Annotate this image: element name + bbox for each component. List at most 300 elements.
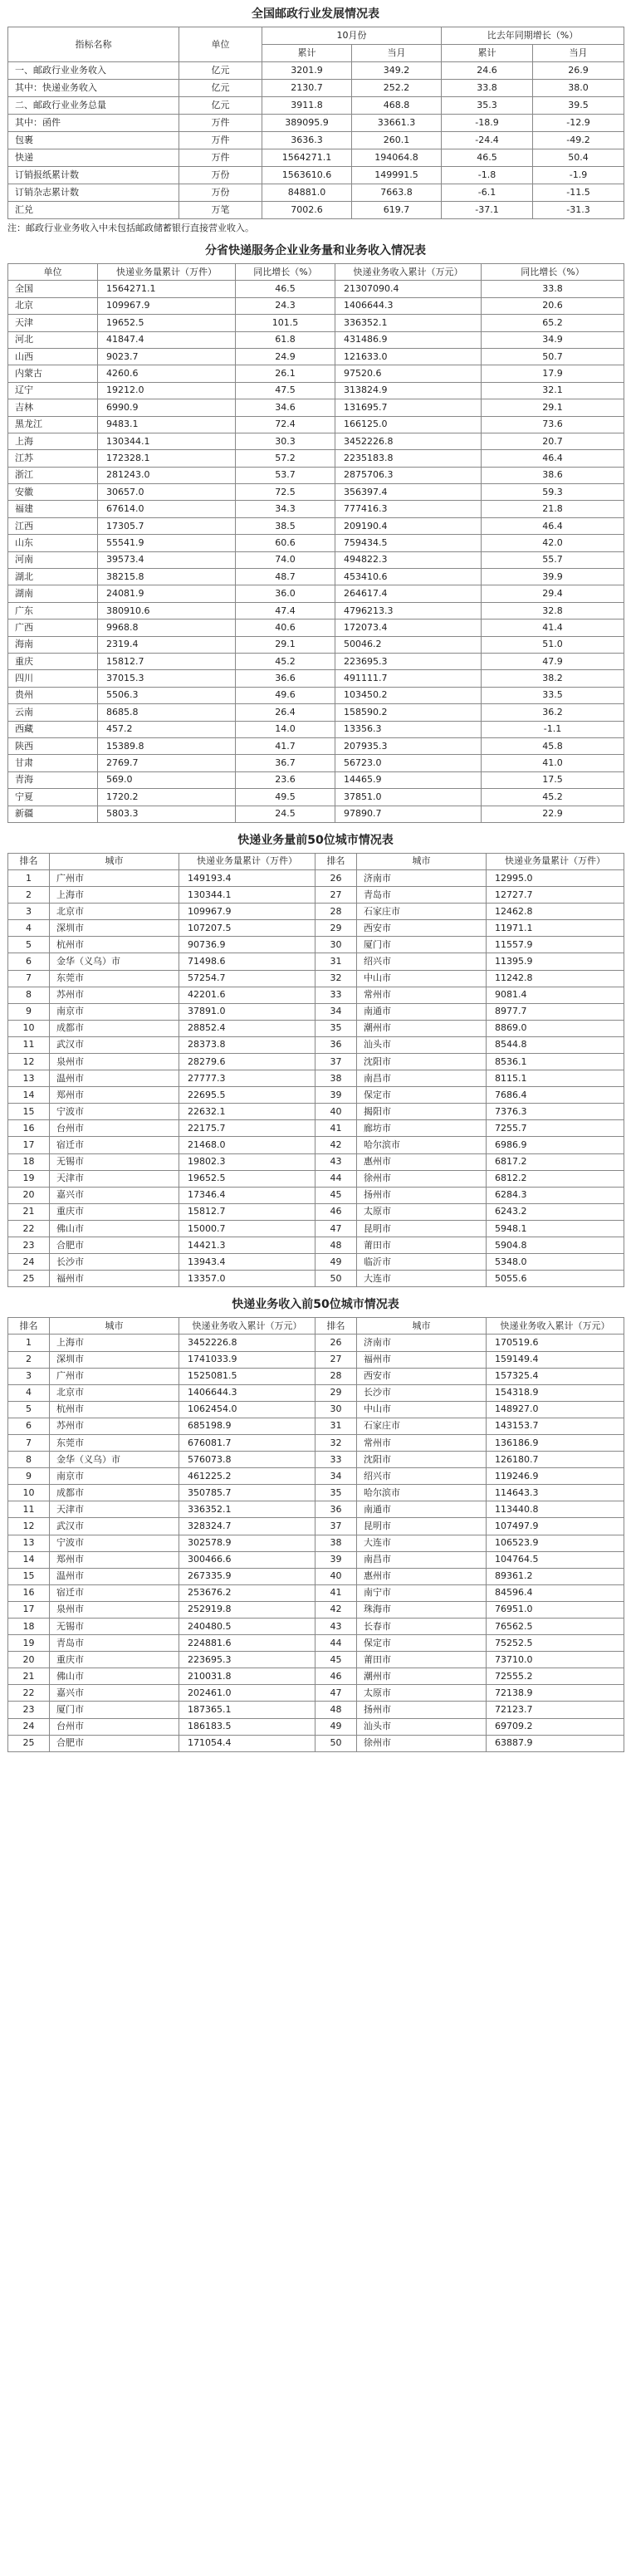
city-cell: 厦门市 (357, 937, 487, 953)
volume-yoy-cell: 101.5 (236, 315, 335, 331)
unit-cell: 亿元 (179, 80, 262, 97)
table-row (8, 970, 624, 987)
rank-cell: 4 (8, 920, 50, 937)
city-cell: 绍兴市 (357, 953, 487, 970)
revenue-cell: 2235183.8 (335, 450, 482, 467)
yoy-cumulative-cell: 24.6 (442, 62, 533, 80)
volume-cell: 15389.8 (98, 737, 236, 754)
table-row (8, 467, 624, 483)
city-cell: 廊坊市 (357, 1120, 487, 1137)
city-cell: 汕头市 (357, 1036, 487, 1053)
revenue-cell: 461225.2 (179, 1468, 316, 1485)
revenue-cell: 171054.4 (179, 1735, 316, 1751)
table-row (8, 1220, 624, 1237)
header-volume-yoy: 同比增长（%） (236, 264, 335, 281)
volume-cell: 19652.5 (179, 1170, 316, 1187)
volume-cell: 21468.0 (179, 1137, 316, 1153)
revenue-yoy-cell: 29.1 (482, 399, 624, 416)
table-row (8, 653, 624, 669)
revenue-cell: 1406644.3 (335, 297, 482, 314)
rank-cell: 22 (8, 1220, 50, 1237)
rank-cell: 30 (316, 937, 357, 953)
table-row (8, 704, 624, 721)
table-row (8, 1535, 624, 1551)
yoy-current-cell: -31.3 (533, 202, 624, 219)
city-cell: 无锡市 (50, 1619, 179, 1635)
city-cell: 南昌市 (357, 1070, 487, 1087)
rank-cell: 5 (8, 937, 50, 953)
volume-cell: 41847.4 (98, 331, 236, 348)
table-row (8, 1668, 624, 1685)
volume-cell: 2769.7 (98, 755, 236, 771)
revenue-yoy-cell: 46.4 (482, 517, 624, 534)
rank-cell: 6 (8, 953, 50, 970)
revenue-cell: 676081.7 (179, 1434, 316, 1451)
city-cell: 佛山市 (50, 1668, 179, 1685)
revenue-cell: 328324.7 (179, 1518, 316, 1535)
volume-cell: 172328.1 (98, 450, 236, 467)
table3-body (8, 869, 624, 1286)
table-row (8, 1104, 624, 1120)
table-row (8, 1036, 624, 1053)
revenue-yoy-cell: 32.8 (482, 602, 624, 619)
current-month-cell: 252.2 (352, 80, 442, 97)
revenue-cell: 453410.6 (335, 569, 482, 585)
table-row (8, 365, 624, 382)
revenue-yoy-cell: 22.9 (482, 806, 624, 822)
volume-cell: 90736.9 (179, 937, 316, 953)
top50-volume-table (7, 853, 624, 1287)
city-cell: 宿迁市 (50, 1584, 179, 1601)
revenue-cell: 75252.5 (487, 1635, 624, 1652)
volume-cell: 109967.9 (179, 904, 316, 920)
volume-cell: 5904.8 (487, 1237, 624, 1254)
city-cell: 成都市 (50, 1485, 179, 1501)
rank-cell: 45 (316, 1652, 357, 1668)
city-cell: 成都市 (50, 1020, 179, 1036)
revenue-cell: 207935.3 (335, 737, 482, 754)
rank-cell: 23 (8, 1702, 50, 1718)
volume-yoy-cell: 60.6 (236, 535, 335, 551)
revenue-cell: 126180.7 (487, 1452, 624, 1468)
city-cell: 常州市 (357, 1434, 487, 1451)
revenue-cell: 4796213.3 (335, 602, 482, 619)
revenue-yoy-cell: 47.9 (482, 653, 624, 669)
city-cell: 保定市 (357, 1087, 487, 1104)
rank-cell: 39 (316, 1551, 357, 1568)
current-month-cell: 349.2 (352, 62, 442, 80)
rank-cell: 6 (8, 1418, 50, 1434)
table-row (8, 484, 624, 501)
rank-cell: 36 (316, 1501, 357, 1518)
revenue-yoy-cell: -1.1 (482, 721, 624, 737)
city-cell: 苏州市 (50, 987, 179, 1003)
revenue-cell: 103450.2 (335, 687, 482, 703)
city-cell: 南京市 (50, 1003, 179, 1020)
revenue-cell: 224881.6 (179, 1635, 316, 1652)
volume-cell: 17346.4 (179, 1187, 316, 1203)
table-row (8, 1120, 624, 1137)
volume-cell: 457.2 (98, 721, 236, 737)
city-cell: 厦门市 (50, 1702, 179, 1718)
revenue-cell: 72123.7 (487, 1702, 624, 1718)
volume-cell: 11395.9 (487, 953, 624, 970)
rank-cell: 3 (8, 1368, 50, 1384)
indicator-name: 汇兑 (8, 202, 179, 219)
volume-yoy-cell: 47.5 (236, 382, 335, 399)
city-cell: 长沙市 (50, 1254, 179, 1271)
rank-cell: 49 (316, 1254, 357, 1271)
city-cell: 南通市 (357, 1003, 487, 1020)
unit-cell: 亿元 (179, 97, 262, 115)
header-city: 城市 (50, 853, 179, 869)
city-cell: 长沙市 (357, 1384, 487, 1401)
city-cell: 武汉市 (50, 1518, 179, 1535)
yoy-cumulative-cell: -24.4 (442, 132, 533, 149)
volume-cell: 22632.1 (179, 1104, 316, 1120)
volume-yoy-cell: 24.3 (236, 297, 335, 314)
yoy-cumulative-cell: 46.5 (442, 149, 533, 167)
header-volume: 快递业务量累计（万件） (487, 853, 624, 869)
city-cell: 大连市 (357, 1271, 487, 1287)
revenue-cell: 114643.3 (487, 1485, 624, 1501)
table-row (8, 1401, 624, 1418)
table-row (8, 1735, 624, 1751)
unit-cell: 万笔 (179, 202, 262, 219)
yoy-cumulative-cell: -37.1 (442, 202, 533, 219)
revenue-cell: 302578.9 (179, 1535, 316, 1551)
volume-yoy-cell: 47.4 (236, 602, 335, 619)
revenue-yoy-cell: 38.6 (482, 467, 624, 483)
revenue-cell: 37851.0 (335, 789, 482, 806)
revenue-cell: 202461.0 (179, 1685, 316, 1702)
rank-cell: 25 (8, 1735, 50, 1751)
volume-yoy-cell: 26.4 (236, 704, 335, 721)
rank-cell: 16 (8, 1584, 50, 1601)
table1-title: 全国邮政行业发展情况表 (252, 7, 379, 21)
revenue-yoy-cell: 17.5 (482, 771, 624, 788)
volume-cell: 28373.8 (179, 1036, 316, 1053)
rank-cell: 19 (8, 1170, 50, 1187)
header-yoy-current: 当月 (533, 45, 624, 62)
volume-cell: 42201.6 (179, 987, 316, 1003)
revenue-cell: 685198.9 (179, 1418, 316, 1434)
city-cell: 南京市 (50, 1468, 179, 1485)
city-cell: 武汉市 (50, 1036, 179, 1053)
volume-cell: 6284.3 (487, 1187, 624, 1203)
revenue-cell: 50046.2 (335, 636, 482, 653)
rank-cell: 16 (8, 1120, 50, 1137)
volume-cell: 67614.0 (98, 501, 236, 517)
city-cell: 常州市 (357, 987, 487, 1003)
volume-cell: 19212.0 (98, 382, 236, 399)
table-row (8, 1271, 624, 1287)
city-cell: 重庆市 (50, 1652, 179, 1668)
province-cell: 甘肃 (8, 755, 98, 771)
table-row (8, 937, 624, 953)
province-cell: 上海 (8, 433, 98, 449)
revenue-cell: 143153.7 (487, 1418, 624, 1434)
revenue-yoy-cell: 41.0 (482, 755, 624, 771)
rank-cell: 27 (316, 887, 357, 904)
city-cell: 济南市 (357, 1335, 487, 1351)
yoy-cumulative-cell: -18.9 (442, 115, 533, 132)
table-row (8, 1335, 624, 1351)
rank-cell: 14 (8, 1087, 50, 1104)
rank-cell: 13 (8, 1535, 50, 1551)
city-cell: 汕头市 (357, 1718, 487, 1735)
table-row (8, 620, 624, 636)
revenue-cell: 84596.4 (487, 1584, 624, 1601)
volume-cell: 38215.8 (98, 569, 236, 585)
city-cell: 徐州市 (357, 1170, 487, 1187)
rank-cell: 15 (8, 1568, 50, 1584)
table-row (8, 1203, 624, 1220)
table-row (8, 1003, 624, 1020)
city-cell: 西安市 (357, 920, 487, 937)
rank-cell: 18 (8, 1619, 50, 1635)
volume-cell: 5506.3 (98, 687, 236, 703)
volume-cell: 130344.1 (179, 887, 316, 904)
province-cell: 北京 (8, 297, 98, 314)
rank-cell: 43 (316, 1619, 357, 1635)
rank-cell: 29 (316, 920, 357, 937)
volume-cell: 12462.8 (487, 904, 624, 920)
volume-cell: 9081.4 (487, 987, 624, 1003)
volume-cell: 380910.6 (98, 602, 236, 619)
revenue-cell: 13356.3 (335, 721, 482, 737)
rank-cell: 12 (8, 1518, 50, 1535)
volume-yoy-cell: 29.1 (236, 636, 335, 653)
city-cell: 温州市 (50, 1070, 179, 1087)
unit-cell: 万份 (179, 167, 262, 184)
volume-cell: 7255.7 (487, 1120, 624, 1137)
volume-cell: 28279.6 (179, 1054, 316, 1070)
province-cell: 内蒙古 (8, 365, 98, 382)
table-row (8, 1384, 624, 1401)
volume-cell: 5348.0 (487, 1254, 624, 1271)
table-row (8, 1351, 624, 1368)
volume-cell: 1720.2 (98, 789, 236, 806)
current-month-cell: 7663.8 (352, 184, 442, 202)
volume-yoy-cell: 34.3 (236, 501, 335, 517)
postal-industry-table (7, 27, 624, 219)
city-cell: 沈阳市 (357, 1452, 487, 1468)
rank-cell: 19 (8, 1635, 50, 1652)
header-city: 城市 (357, 853, 487, 869)
city-cell: 保定市 (357, 1635, 487, 1652)
city-cell: 金华（义乌）市 (50, 1452, 179, 1468)
rank-cell: 34 (316, 1003, 357, 1020)
volume-cell: 57254.7 (179, 970, 316, 987)
rank-cell: 31 (316, 953, 357, 970)
revenue-yoy-cell: 55.7 (482, 551, 624, 568)
yoy-cumulative-cell: 33.8 (442, 80, 533, 97)
city-cell: 潮州市 (357, 1020, 487, 1036)
revenue-cell: 336352.1 (335, 315, 482, 331)
rank-cell: 17 (8, 1601, 50, 1618)
volume-cell: 12995.0 (487, 869, 624, 886)
volume-cell: 14421.3 (179, 1237, 316, 1254)
rank-cell: 20 (8, 1187, 50, 1203)
header-month-group: 10月份 (262, 27, 442, 45)
rank-cell: 2 (8, 887, 50, 904)
province-cell: 安徽 (8, 484, 98, 501)
revenue-cell: 14465.9 (335, 771, 482, 788)
rank-cell: 17 (8, 1137, 50, 1153)
rank-cell: 11 (8, 1501, 50, 1518)
city-cell: 青岛市 (357, 887, 487, 904)
table-row (8, 184, 624, 202)
rank-cell: 42 (316, 1601, 357, 1618)
volume-yoy-cell: 36.7 (236, 755, 335, 771)
volume-cell: 6243.2 (487, 1203, 624, 1220)
table-row (8, 1418, 624, 1434)
table-row (8, 382, 624, 399)
volume-cell: 7376.3 (487, 1104, 624, 1120)
rank-cell: 8 (8, 987, 50, 1003)
yoy-current-cell: -1.9 (533, 167, 624, 184)
table-row (8, 1702, 624, 1718)
revenue-cell: 253676.2 (179, 1584, 316, 1601)
city-cell: 扬州市 (357, 1187, 487, 1203)
revenue-cell: 264617.4 (335, 585, 482, 602)
city-cell: 无锡市 (50, 1153, 179, 1170)
volume-cell: 71498.6 (179, 953, 316, 970)
volume-cell: 4260.6 (98, 365, 236, 382)
revenue-yoy-cell: 45.8 (482, 737, 624, 754)
table-row (8, 80, 624, 97)
revenue-cell: 3452226.8 (179, 1335, 316, 1351)
city-cell: 深圳市 (50, 1351, 179, 1368)
volume-yoy-cell: 49.5 (236, 789, 335, 806)
table-row (8, 602, 624, 619)
current-month-cell: 468.8 (352, 97, 442, 115)
rank-cell: 33 (316, 1452, 357, 1468)
table-row (8, 517, 624, 534)
city-cell: 珠海市 (357, 1601, 487, 1618)
table-row (8, 1619, 624, 1635)
rank-cell: 10 (8, 1485, 50, 1501)
revenue-cell: 158590.2 (335, 704, 482, 721)
volume-cell: 19802.3 (179, 1153, 316, 1170)
rank-cell: 47 (316, 1685, 357, 1702)
city-cell: 福州市 (357, 1351, 487, 1368)
city-cell: 佛山市 (50, 1220, 179, 1237)
province-cell: 江西 (8, 517, 98, 534)
revenue-cell: 1406644.3 (179, 1384, 316, 1401)
volume-cell: 19652.5 (98, 315, 236, 331)
revenue-cell: 21307090.4 (335, 281, 482, 297)
volume-cell: 7686.4 (487, 1087, 624, 1104)
table2-body (8, 281, 624, 823)
rank-cell: 40 (316, 1568, 357, 1584)
city-cell: 西安市 (357, 1368, 487, 1384)
city-cell: 绍兴市 (357, 1468, 487, 1485)
volume-cell: 22695.5 (179, 1087, 316, 1104)
city-cell: 东莞市 (50, 1434, 179, 1451)
rank-cell: 5 (8, 1401, 50, 1418)
province-cell: 贵州 (8, 687, 98, 703)
header-current-month: 当月 (352, 45, 442, 62)
volume-cell: 5803.3 (98, 806, 236, 822)
volume-cell: 8544.8 (487, 1036, 624, 1053)
table2-title: 分省快递服务企业业务量和业务收入情况表 (205, 244, 426, 257)
city-cell: 嘉兴市 (50, 1685, 179, 1702)
table-row (8, 887, 624, 904)
table-row (8, 1054, 624, 1070)
city-cell: 泉州市 (50, 1054, 179, 1070)
table4-body (8, 1335, 624, 1751)
header-yoy-cumulative: 累计 (442, 45, 533, 62)
rank-cell: 31 (316, 1418, 357, 1434)
volume-yoy-cell: 41.7 (236, 737, 335, 754)
table-row (8, 450, 624, 467)
volume-cell: 15812.7 (179, 1203, 316, 1220)
table-row (8, 97, 624, 115)
header-rank: 排名 (8, 853, 50, 869)
rank-cell: 49 (316, 1718, 357, 1735)
table-row (8, 670, 624, 687)
table-row (8, 1434, 624, 1451)
revenue-cell: 72138.9 (487, 1685, 624, 1702)
revenue-cell: 2875706.3 (335, 467, 482, 483)
unit-cell: 亿元 (179, 62, 262, 80)
rank-cell: 24 (8, 1718, 50, 1735)
city-cell: 广州市 (50, 869, 179, 886)
city-cell: 台州市 (50, 1718, 179, 1735)
volume-cell: 28852.4 (179, 1020, 316, 1036)
city-cell: 合肥市 (50, 1735, 179, 1751)
indicator-name: 其中：快递业务收入 (8, 80, 179, 97)
volume-cell: 37015.3 (98, 670, 236, 687)
rank-cell: 32 (316, 1434, 357, 1451)
city-cell: 临沂市 (357, 1254, 487, 1271)
rank-cell: 37 (316, 1054, 357, 1070)
volume-cell: 281243.0 (98, 467, 236, 483)
volume-cell: 27777.3 (179, 1070, 316, 1087)
rank-cell: 44 (316, 1170, 357, 1187)
table-row (8, 297, 624, 314)
table-row (8, 920, 624, 937)
city-cell: 太原市 (357, 1685, 487, 1702)
province-cell: 山东 (8, 535, 98, 551)
revenue-cell: 210031.8 (179, 1668, 316, 1685)
province-cell: 海南 (8, 636, 98, 653)
table-row (8, 331, 624, 348)
header-revenue: 快递业务收入累计（万元） (487, 1318, 624, 1335)
cumulative-cell: 3911.8 (262, 97, 352, 115)
revenue-cell: 106523.9 (487, 1535, 624, 1551)
rank-cell: 22 (8, 1685, 50, 1702)
rank-cell: 13 (8, 1070, 50, 1087)
table-row (8, 1070, 624, 1087)
volume-cell: 8536.1 (487, 1054, 624, 1070)
header-rank: 排名 (316, 853, 357, 869)
volume-cell: 9968.8 (98, 620, 236, 636)
volume-yoy-cell: 26.1 (236, 365, 335, 382)
revenue-yoy-cell: 29.4 (482, 585, 624, 602)
header-rank: 排名 (316, 1318, 357, 1335)
yoy-current-cell: -49.2 (533, 132, 624, 149)
province-cell: 四川 (8, 670, 98, 687)
table4-title: 快递业务收入前50位城市情况表 (232, 1298, 399, 1312)
city-cell: 揭阳市 (357, 1104, 487, 1120)
rank-cell: 43 (316, 1153, 357, 1170)
table-row (8, 1501, 624, 1518)
revenue-cell: 576073.8 (179, 1452, 316, 1468)
volume-cell: 8869.0 (487, 1020, 624, 1036)
